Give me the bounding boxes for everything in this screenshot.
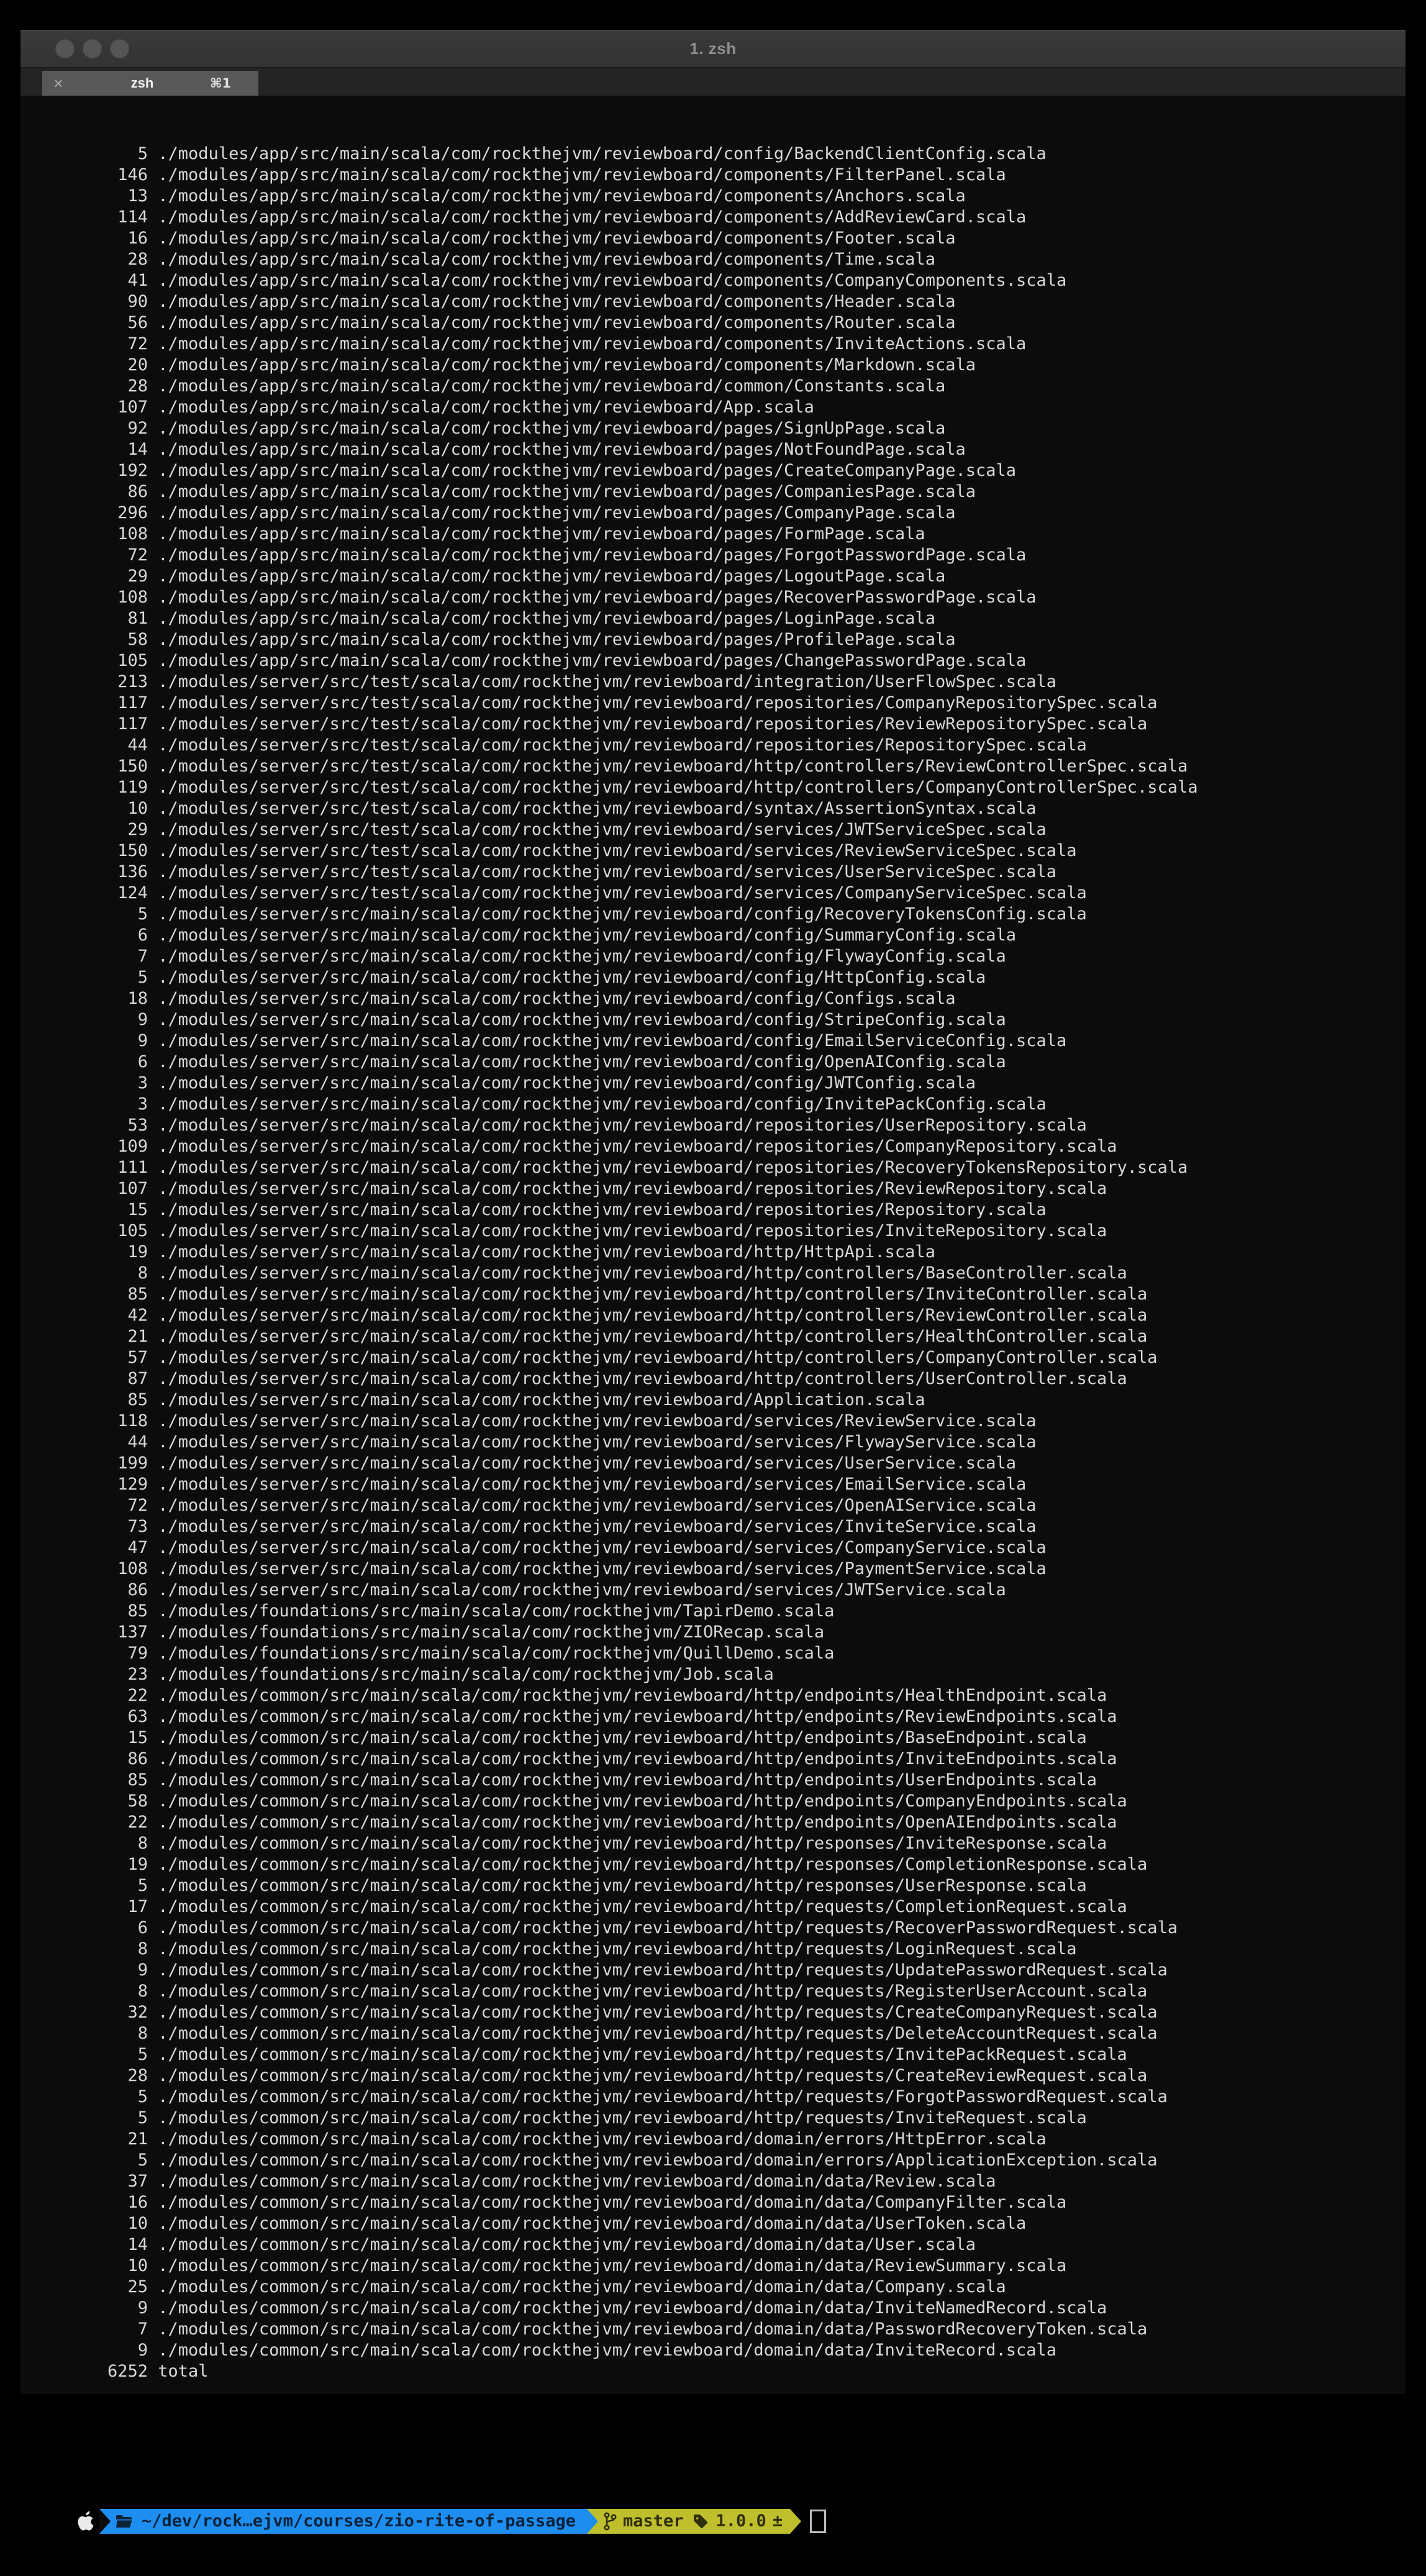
powerline-separator	[790, 2509, 801, 2534]
output-line: 5 ./modules/common/src/main/scala/com/rockthejvm/reviewboard/http/responses/UserResponse.scala	[137, 1876, 1087, 1895]
output-line: 85 ./modules/common/src/main/scala/com/rockthejvm/reviewboard/http/endpoints/UserEndpoints.scala	[127, 1770, 1097, 1790]
output-line: 85 ./modules/server/src/main/scala/com/rockthejvm/reviewboard/http/controllers/InviteController.scala	[127, 1285, 1148, 1304]
output-line: 117 ./modules/server/src/test/scala/com/rockthejvm/reviewboard/repositories/ReviewRepositorySpec.scala	[117, 714, 1148, 734]
output-line: 6 ./modules/common/src/main/scala/com/rockthejvm/reviewboard/http/requests/RecoverPasswordRequest.scala	[137, 1918, 1178, 1937]
output-line: 150 ./modules/server/src/test/scala/com/rockthejvm/reviewboard/services/ReviewServiceSpec.scala	[117, 841, 1077, 860]
output-line: 19 ./modules/server/src/main/scala/com/rockthejvm/reviewboard/http/HttpApi.scala	[127, 1242, 935, 1262]
output-line: 29 ./modules/app/src/main/scala/com/rockthejvm/reviewboard/pages/LogoutPage.scala	[127, 567, 946, 586]
output-line: 37 ./modules/common/src/main/scala/com/rockthejvm/reviewboard/domain/data/Review.scala	[127, 2172, 996, 2191]
output-line: 53 ./modules/server/src/main/scala/com/rockthejvm/reviewboard/repositories/UserRepository.scala	[127, 1116, 1087, 1135]
window-title: 1. zsh	[689, 39, 737, 58]
version-tag: 1.0.0	[715, 2511, 766, 2531]
output-line: 72 ./modules/server/src/main/scala/com/rockthejvm/reviewboard/services/OpenAIService.scala	[127, 1496, 1037, 1515]
output-line: 105 ./modules/server/src/main/scala/com/rockthejvm/reviewboard/repositories/InviteRepository.scala	[117, 1221, 1107, 1240]
output-line: 3 ./modules/server/src/main/scala/com/rockthejvm/reviewboard/config/InvitePackConfig.scala	[137, 1095, 1047, 1114]
output-line: 32 ./modules/common/src/main/scala/com/rockthejvm/reviewboard/http/requests/CreateCompanyRequest.scala	[127, 2003, 1158, 2022]
output-line: 5 ./modules/common/src/main/scala/com/rockthejvm/reviewboard/http/requests/ForgotPasswordRequest.scala	[137, 2087, 1168, 2106]
git-branch-name: master	[622, 2511, 684, 2531]
shell-prompt	[67, 2509, 1406, 2534]
output-line: 58 ./modules/common/src/main/scala/com/rockthejvm/reviewboard/http/endpoints/CompanyEndpoints.scala	[127, 1791, 1127, 1811]
apple-icon	[77, 2511, 96, 2532]
output-line: 9 ./modules/common/src/main/scala/com/rockthejvm/reviewboard/domain/data/InviteRecord.scala	[137, 2341, 1057, 2360]
powerline-separator	[99, 2509, 111, 2534]
output-line: 72 ./modules/app/src/main/scala/com/rockthejvm/reviewboard/pages/ForgotPasswordPage.scala	[127, 545, 1027, 565]
blank-line	[67, 2424, 1406, 2446]
output-line: 81 ./modules/app/src/main/scala/com/rockthejvm/reviewboard/pages/LoginPage.scala	[127, 609, 935, 628]
output-line: 150 ./modules/server/src/test/scala/com/rockthejvm/reviewboard/http/controllers/ReviewControllerSpec.scala	[117, 757, 1188, 776]
output-line: 8 ./modules/common/src/main/scala/com/rockthejvm/reviewboard/http/requests/RegisterUserAccount.scala	[137, 1982, 1148, 2001]
output-line: 18 ./modules/server/src/main/scala/com/rockthejvm/reviewboard/config/Configs.scala	[127, 989, 956, 1008]
output-line: 63 ./modules/common/src/main/scala/com/rockthejvm/reviewboard/http/endpoints/ReviewEndpoints.scala	[127, 1707, 1117, 1726]
minimize-window-button[interactable]	[83, 39, 102, 58]
output-line: 41 ./modules/app/src/main/scala/com/rockthejvm/reviewboard/components/CompanyComponents.scala	[127, 271, 1067, 290]
zoom-window-button[interactable]	[110, 39, 129, 58]
output-line: 8 ./modules/common/src/main/scala/com/rockthejvm/reviewboard/http/requests/DeleteAccountRequest.scala	[137, 2024, 1158, 2043]
output-line: 44 ./modules/server/src/main/scala/com/rockthejvm/reviewboard/services/FlywayService.scala	[127, 1432, 1037, 1452]
folder-icon	[116, 2515, 133, 2528]
output-line: 108 ./modules/server/src/main/scala/com/rockthejvm/reviewboard/services/PaymentService.scala	[117, 1559, 1047, 1578]
output-line: 296 ./modules/app/src/main/scala/com/rockthejvm/reviewboard/pages/CompanyPage.scala	[117, 503, 956, 522]
output-line: 15 ./modules/server/src/main/scala/com/rockthejvm/reviewboard/repositories/Repository.scala	[127, 1200, 1047, 1219]
output-line: 14 ./modules/common/src/main/scala/com/rockthejvm/reviewboard/domain/data/User.scala	[127, 2235, 976, 2254]
output-line: 105 ./modules/app/src/main/scala/com/rockthejvm/reviewboard/pages/ChangePasswordPage.scala	[117, 651, 1027, 670]
output-line: 114 ./modules/app/src/main/scala/com/rockthejvm/reviewboard/components/AddReviewCard.scala	[117, 207, 1027, 227]
output-line: 137 ./modules/foundations/src/main/scala/com/rockthejvm/ZIORecap.scala	[117, 1623, 825, 1642]
tab-shortcut: ⌘1	[210, 76, 232, 91]
traffic-lights	[55, 30, 129, 67]
output-line: 28 ./modules/app/src/main/scala/com/rockthejvm/reviewboard/common/Constants.scala	[127, 376, 946, 396]
output-line: 22 ./modules/common/src/main/scala/com/rockthejvm/reviewboard/http/endpoints/OpenAIEndpoints.scala	[127, 1813, 1117, 1832]
output-line: 213 ./modules/server/src/test/scala/com/rockthejvm/reviewboard/integration/UserFlowSpec.scala	[117, 672, 1057, 691]
prompt-git-segment	[587, 2509, 790, 2534]
output-line: 57 ./modules/server/src/main/scala/com/rockthejvm/reviewboard/http/controllers/CompanyController.scala	[127, 1348, 1158, 1367]
output-line: 6 ./modules/server/src/main/scala/com/rockthejvm/reviewboard/config/SummaryConfig.scala	[137, 926, 1016, 945]
output-line: 47 ./modules/server/src/main/scala/com/rockthejvm/reviewboard/services/CompanyService.scala	[127, 1538, 1047, 1557]
output-line: 13 ./modules/app/src/main/scala/com/rockthejvm/reviewboard/components/Anchors.scala	[127, 186, 966, 206]
powerline-separator	[587, 2509, 598, 2534]
output-line: 111 ./modules/server/src/main/scala/com/rockthejvm/reviewboard/repositories/RecoveryTokensRepository.scala	[117, 1158, 1188, 1177]
output-line: 15 ./modules/common/src/main/scala/com/rockthejvm/reviewboard/http/endpoints/BaseEndpoint.scala	[127, 1728, 1087, 1747]
output-line: 21 ./modules/common/src/main/scala/com/rockthejvm/reviewboard/domain/errors/HttpError.scala	[127, 2129, 1047, 2149]
output-line: 90 ./modules/app/src/main/scala/com/rockthejvm/reviewboard/components/Header.scala	[127, 292, 956, 311]
output-line: 5 ./modules/common/src/main/scala/com/rockthejvm/reviewboard/domain/errors/ApplicationException.scala	[137, 2150, 1158, 2170]
output-line: 16 ./modules/common/src/main/scala/com/rockthejvm/reviewboard/domain/data/CompanyFilter.scala	[127, 2193, 1067, 2212]
output-line: 9 ./modules/common/src/main/scala/com/rockthejvm/reviewboard/domain/data/InviteNamedRecord.scala	[137, 2298, 1107, 2318]
git-dirty-indicator: ±	[772, 2511, 783, 2531]
tab-label: zsh	[130, 75, 154, 91]
output-line: 17 ./modules/common/src/main/scala/com/rockthejvm/reviewboard/http/requests/CompletionRequest.scala	[127, 1897, 1127, 1916]
output-line: 22 ./modules/common/src/main/scala/com/rockthejvm/reviewboard/http/endpoints/HealthEndpoint.scala	[127, 1686, 1107, 1705]
output-line: 79 ./modules/foundations/src/main/scala/com/rockthejvm/QuillDemo.scala	[127, 1644, 835, 1663]
output-line: 146 ./modules/app/src/main/scala/com/rockthejvm/reviewboard/components/FilterPanel.scala	[117, 165, 1006, 184]
output-line: 44 ./modules/server/src/test/scala/com/rockthejvm/reviewboard/repositories/RepositorySpec.scala	[127, 735, 1087, 755]
output-line: 7 ./modules/common/src/main/scala/com/rockthejvm/reviewboard/domain/data/PasswordRecoveryToken.scala	[137, 2319, 1148, 2339]
output-line: 28 ./modules/common/src/main/scala/com/rockthejvm/reviewboard/http/requests/CreateReviewRequest.scala	[127, 2066, 1148, 2085]
output-line: 92 ./modules/app/src/main/scala/com/rockthejvm/reviewboard/pages/SignUpPage.scala	[127, 419, 946, 438]
output-line: 5 ./modules/common/src/main/scala/com/rockthejvm/reviewboard/http/requests/InvitePackRequest.scala	[137, 2045, 1127, 2064]
terminal-output	[67, 143, 1406, 2382]
output-line: 20 ./modules/app/src/main/scala/com/rockthejvm/reviewboard/components/Markdown.scala	[127, 355, 976, 375]
tag-icon	[693, 2513, 709, 2529]
output-line: 107 ./modules/app/src/main/scala/com/rockthejvm/reviewboard/App.scala	[117, 398, 814, 417]
output-line: 9 ./modules/server/src/main/scala/com/rockthejvm/reviewboard/config/EmailServiceConfig.scala	[137, 1031, 1067, 1050]
output-line: 42 ./modules/server/src/main/scala/com/rockthejvm/reviewboard/http/controllers/ReviewController.scala	[127, 1306, 1148, 1325]
output-line: 10 ./modules/common/src/main/scala/com/rockthejvm/reviewboard/domain/data/ReviewSummary.scala	[127, 2256, 1067, 2275]
tab-close-icon[interactable]: ×	[53, 74, 63, 93]
output-line: 9 ./modules/server/src/main/scala/com/rockthejvm/reviewboard/config/StripeConfig.scala	[137, 1010, 1006, 1029]
output-line: 21 ./modules/server/src/main/scala/com/rockthejvm/reviewboard/http/controllers/HealthController.scala	[127, 1327, 1148, 1346]
output-line: 85 ./modules/server/src/main/scala/com/rockthejvm/reviewboard/Application.scala	[127, 1390, 925, 1409]
output-line: 23 ./modules/foundations/src/main/scala/com/rockthejvm/Job.scala	[127, 1665, 774, 1684]
output-line: 86 ./modules/server/src/main/scala/com/rockthejvm/reviewboard/services/JWTService.scala	[127, 1580, 1006, 1600]
output-line: 6 ./modules/server/src/main/scala/com/rockthejvm/reviewboard/config/OpenAIConfig.scala	[137, 1052, 1006, 1072]
output-line: 8 ./modules/common/src/main/scala/com/rockthejvm/reviewboard/http/requests/LoginRequest.scala	[137, 1939, 1077, 1959]
output-line: 9 ./modules/common/src/main/scala/com/rockthejvm/reviewboard/http/requests/UpdatePasswordRequest.scala	[137, 1960, 1168, 1980]
output-line: 86 ./modules/app/src/main/scala/com/rockthejvm/reviewboard/pages/CompaniesPage.scala	[127, 482, 976, 501]
output-line: 117 ./modules/server/src/test/scala/com/rockthejvm/reviewboard/repositories/CompanyRepositorySpec.scala	[117, 693, 1158, 712]
output-line: 108 ./modules/app/src/main/scala/com/rockthejvm/reviewboard/pages/FormPage.scala	[117, 524, 925, 544]
output-line: 73 ./modules/server/src/main/scala/com/rockthejvm/reviewboard/services/InviteService.scala	[127, 1517, 1037, 1536]
output-line: 118 ./modules/server/src/main/scala/com/rockthejvm/reviewboard/services/ReviewService.scala	[117, 1411, 1037, 1431]
output-line: 29 ./modules/server/src/test/scala/com/rockthejvm/reviewboard/services/JWTServiceSpec.scala	[127, 820, 1047, 839]
output-line: 28 ./modules/app/src/main/scala/com/rockthejvm/reviewboard/components/Time.scala	[127, 250, 935, 269]
output-line: 87 ./modules/server/src/main/scala/com/rockthejvm/reviewboard/http/controllers/UserController.scala	[127, 1369, 1127, 1388]
output-line: 16 ./modules/app/src/main/scala/com/rockthejvm/reviewboard/components/Footer.scala	[127, 229, 956, 248]
output-line: 5 ./modules/app/src/main/scala/com/rockthejvm/reviewboard/config/BackendClientConfig.scala	[137, 144, 1047, 163]
output-line: 72 ./modules/app/src/main/scala/com/rockthejvm/reviewboard/components/InviteActions.scala	[127, 334, 1027, 353]
terminal-cursor[interactable]	[810, 2510, 826, 2533]
output-line: 86 ./modules/common/src/main/scala/com/rockthejvm/reviewboard/http/endpoints/InviteEndpoints.scala	[127, 1749, 1117, 1768]
output-line: 107 ./modules/server/src/main/scala/com/rockthejvm/reviewboard/repositories/ReviewRepository.scala	[117, 1179, 1107, 1198]
output-line: 5 ./modules/common/src/main/scala/com/rockthejvm/reviewboard/http/requests/InviteRequest.scala	[137, 2108, 1087, 2128]
git-branch-icon	[603, 2512, 617, 2531]
output-line: 5 ./modules/server/src/main/scala/com/rockthejvm/reviewboard/config/HttpConfig.scala	[137, 968, 986, 987]
output-line: 129 ./modules/server/src/main/scala/com/rockthejvm/reviewboard/services/EmailService.scala	[117, 1475, 1027, 1494]
terminal-screen	[20, 96, 1406, 2531]
output-line: 124 ./modules/server/src/test/scala/com/rockthejvm/reviewboard/services/CompanyServiceSpec.scala	[117, 883, 1087, 903]
output-line: 58 ./modules/app/src/main/scala/com/rockthejvm/reviewboard/pages/ProfilePage.scala	[127, 630, 956, 649]
window-titlebar[interactable]	[20, 30, 1406, 68]
output-line: 8 ./modules/server/src/main/scala/com/rockthejvm/reviewboard/http/controllers/BaseController.scala	[137, 1263, 1127, 1283]
output-line: 19 ./modules/common/src/main/scala/com/rockthejvm/reviewboard/http/responses/CompletionResponse.scala	[127, 1855, 1148, 1874]
output-line: 199 ./modules/server/src/main/scala/com/rockthejvm/reviewboard/services/UserService.scala	[117, 1454, 1016, 1473]
prompt-cwd: ~/dev/rock…ejvm/courses/zio-rite-of-passage	[142, 2511, 576, 2531]
output-line: 136 ./modules/server/src/test/scala/com/rockthejvm/reviewboard/services/UserServiceSpec.scala	[117, 862, 1057, 881]
output-line: 5 ./modules/server/src/main/scala/com/rockthejvm/reviewboard/config/RecoveryTokensConfig.scala	[137, 904, 1087, 924]
output-line: 119 ./modules/server/src/test/scala/com/rockthejvm/reviewboard/http/controllers/CompanyControllerSpec.scala	[117, 778, 1198, 797]
output-line: 56 ./modules/app/src/main/scala/com/rockthejvm/reviewboard/components/Router.scala	[127, 313, 956, 332]
tab-zsh[interactable]	[42, 71, 258, 96]
output-line: 192 ./modules/app/src/main/scala/com/rockthejvm/reviewboard/pages/CreateCompanyPage.scala	[117, 461, 1016, 480]
output-line: 85 ./modules/foundations/src/main/scala/com/rockthejvm/TapirDemo.scala	[127, 1601, 835, 1621]
tab-bar	[20, 68, 1406, 96]
output-line: 25 ./modules/common/src/main/scala/com/rockthejvm/reviewboard/domain/data/Company.scala	[127, 2277, 1006, 2296]
output-line: 109 ./modules/server/src/main/scala/com/rockthejvm/reviewboard/repositories/CompanyRepository.scala	[117, 1137, 1117, 1156]
output-line: 6252 total	[107, 2362, 209, 2381]
output-line: 10 ./modules/common/src/main/scala/com/rockthejvm/reviewboard/domain/data/UserToken.scala	[127, 2214, 1027, 2233]
output-line: 108 ./modules/app/src/main/scala/com/rockthejvm/reviewboard/pages/RecoverPasswordPage.scala	[117, 588, 1037, 607]
output-line: 7 ./modules/server/src/main/scala/com/rockthejvm/reviewboard/config/FlywayConfig.scala	[137, 947, 1006, 966]
terminal-window	[20, 30, 1406, 2531]
output-line: 3 ./modules/server/src/main/scala/com/rockthejvm/reviewboard/config/JWTConfig.scala	[137, 1073, 976, 1093]
output-line: 10 ./modules/server/src/test/scala/com/rockthejvm/reviewboard/syntax/AssertionSyntax.scala	[127, 799, 1037, 818]
output-line: 8 ./modules/common/src/main/scala/com/rockthejvm/reviewboard/http/responses/InviteResponse.scala	[137, 1834, 1107, 1853]
close-window-button[interactable]	[55, 39, 75, 58]
output-line: 14 ./modules/app/src/main/scala/com/rockthejvm/reviewboard/pages/NotFoundPage.scala	[127, 440, 966, 459]
prompt-path-segment	[99, 2509, 587, 2534]
